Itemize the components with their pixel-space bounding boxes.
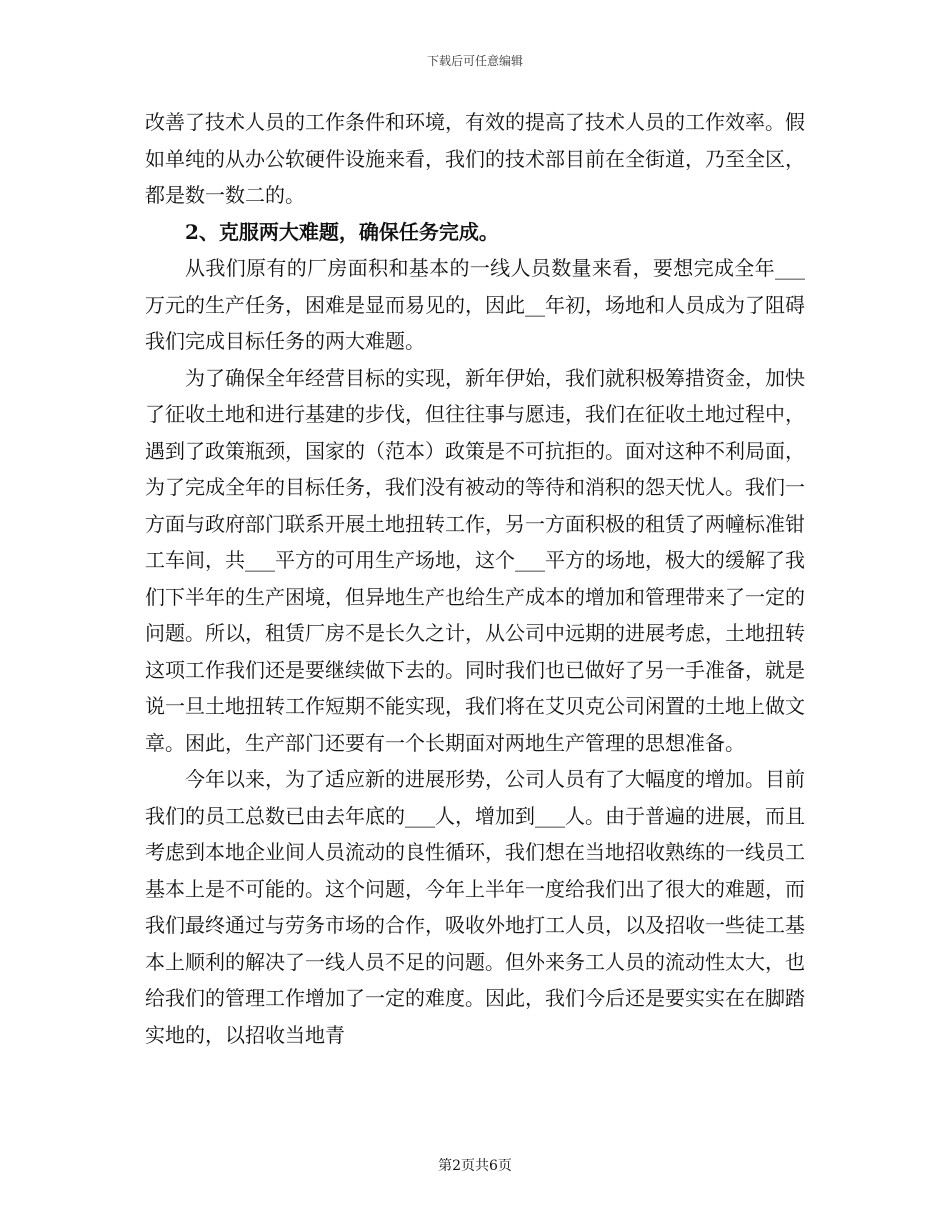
paragraph: 今年以来，为了适应新的进展形势，公司人员有了大幅度的增加。目前我们的员工总数已由去年底的___人，增加到___人。由于普遍的进展，而且考虑到本地企业间人员流动的良性循环，我们想在当地招收熟练的一线员工基本上是不可能的。这个问题，今年上半年一度给我们出了很大的难题，而我们最终通过与劳务市场的合作，吸收外地打工人员，以及招收一些徒工基本上顺利的解决了一线人员不足的问题。但外来务工人员的流动性太大，也给我们的管理工作增加了一定的难度。因此，我们今后还是要实实在在脚踏实地的，以招收当地青 [145,767,805,1047]
paragraph: 为了确保全年经营目标的实现，新年伊始，我们就积极筹措资金，加快了征收土地和进行基建的步伐，但往往事与愿违，我们在征收土地过程中，遇到了政策瓶颈，国家的（范本）政策是不可抗拒的。面对这种不利局面，为了完成全年的目标任务，我们没有被动的等待和消积的怨天忧人。我们一方面与政府部门联系开展土地扭转工作，另一方面积极的租赁了两幢标准钳工车间，共___平方的可用生产场地，这个___平方的场地，极大的缓解了我们下半年的生产困境，但异地生产也给生产成本的增加和管理带来了一定的问题。所以，租赁厂房不是长久之计，从公司中远期的进展考虑，土地扭转这项工作我们还是要继续做下去的。同时我们也已做好了另一手准备，就是说一旦土地扭转工作短期不能实现，我们将在艾贝克公司闲置的土地上做文章。困此，生产部门还要有一个长期面对两地生产管理的思想准备。 [145,365,805,755]
section-heading: 2、克服两大难题，确保任务完成。 [185,219,499,244]
page-header-note: 下载后可任意编辑 [426,54,523,68]
document-body [145,104,805,1053]
page-number: 第2页共6页 [438,1158,512,1174]
paragraph: 从我们原有的厂房面积和基本的一线人员数量来看，要想完成全年___万元的生产任务，困难是显而易见的，因此__年初，场地和人员成为了阻碍我们完成目标任务的两大难题。 [145,256,805,353]
paragraph-continued: 改善了技术人员的工作条件和环境，有效的提高了技术人员的工作效率。假如单纯的从办公软硬件设施来看，我们的技术部目前在全街道，乃至全区，都是数一数二的。 [145,110,805,207]
